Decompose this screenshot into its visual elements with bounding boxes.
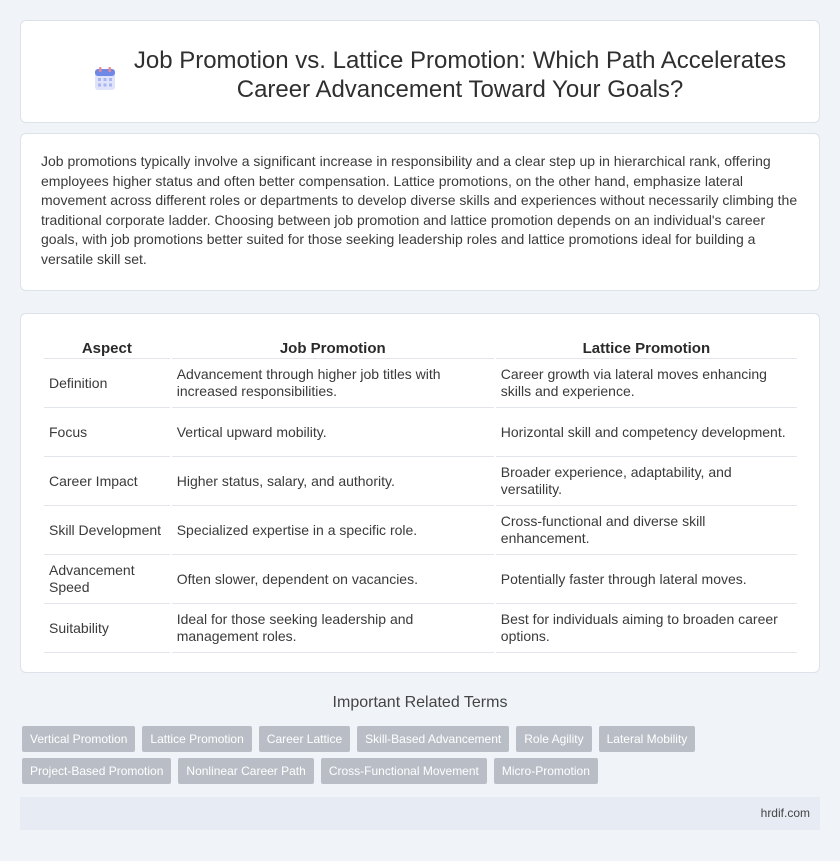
aspect-cell: Suitability bbox=[44, 604, 170, 653]
related-terms-title: Important Related Terms bbox=[332, 694, 508, 711]
job-promotion-cell: Higher status, salary, and authority. bbox=[172, 457, 494, 506]
page-title: Job Promotion vs. Lattice Promotion: Which Path Accelerates Career Advancement Toward Your Goals? bbox=[133, 47, 787, 103]
intro-card bbox=[20, 133, 820, 291]
job-promotion-cell: Ideal for those seeking leadership and management roles. bbox=[172, 604, 494, 653]
table-header-row bbox=[44, 334, 797, 359]
aspect-cell: Skill Development bbox=[44, 506, 170, 555]
job-promotion-cell: Vertical upward mobility. bbox=[172, 408, 494, 457]
calendar-icon bbox=[94, 67, 116, 91]
related-term-tag[interactable]: Vertical Promotion bbox=[22, 726, 135, 752]
comparison-card bbox=[20, 313, 820, 673]
footer bbox=[20, 797, 820, 830]
header-aspect: Aspect bbox=[44, 334, 170, 359]
related-term-tag[interactable]: Career Lattice bbox=[259, 726, 350, 752]
lattice-promotion-cell: Broader experience, adaptability, and versatility. bbox=[496, 457, 797, 506]
lattice-promotion-cell: Potentially faster through lateral moves. bbox=[496, 555, 797, 604]
footer-site-link[interactable]: hrdif.com bbox=[760, 806, 810, 820]
lattice-promotion-cell: Cross-functional and diverse skill enhancement. bbox=[496, 506, 797, 555]
comparison-table bbox=[42, 334, 799, 653]
table-row bbox=[44, 359, 797, 408]
job-promotion-cell: Advancement through higher job titles with increased responsibilities. bbox=[172, 359, 494, 408]
lattice-promotion-cell: Career growth via lateral moves enhancing skills and experience. bbox=[496, 359, 797, 408]
job-promotion-cell: Often slower, dependent on vacancies. bbox=[172, 555, 494, 604]
aspect-cell: Definition bbox=[44, 359, 170, 408]
aspect-cell: Focus bbox=[44, 408, 170, 457]
aspect-cell: Career Impact bbox=[44, 457, 170, 506]
table-row bbox=[44, 408, 797, 457]
table-row bbox=[44, 555, 797, 604]
related-term-tag[interactable]: Role Agility bbox=[516, 726, 591, 752]
header-lattice-promotion: Lattice Promotion bbox=[496, 334, 797, 359]
header-job-promotion: Job Promotion bbox=[172, 334, 494, 359]
aspect-cell: Advancement Speed bbox=[44, 555, 170, 604]
related-term-tag[interactable]: Lateral Mobility bbox=[599, 726, 696, 752]
related-term-tag[interactable]: Lattice Promotion bbox=[142, 726, 251, 752]
lattice-promotion-cell: Best for individuals aiming to broaden career options. bbox=[496, 604, 797, 653]
lattice-promotion-cell: Horizontal skill and competency development. bbox=[496, 408, 797, 457]
related-term-tag[interactable]: Project-Based Promotion bbox=[22, 758, 171, 784]
table-row bbox=[44, 506, 797, 555]
related-terms-list bbox=[22, 726, 812, 784]
table-row bbox=[44, 604, 797, 653]
intro-paragraph: Job promotions typically involve a significant increase in responsibility and a clear step up in hierarchical rank, offering employees higher status and often better compensation. Lattice promotions, on the other hand, emphasize lateral movement across different roles or departments to develop diverse skills and experiences without necessarily climbing the traditional corporate ladder. Choosing between job promotion and lattice promotion depends on an individual's career goals, with job promotions better suited for those seeking leadership roles and lattice promotions ideal for building a versatile skill set. bbox=[41, 153, 798, 267]
related-term-tag[interactable]: Cross-Functional Movement bbox=[321, 758, 487, 784]
job-promotion-cell: Specialized expertise in a specific role. bbox=[172, 506, 494, 555]
title-card bbox=[20, 20, 820, 123]
related-term-tag[interactable]: Micro-Promotion bbox=[494, 758, 598, 784]
related-term-tag[interactable]: Skill-Based Advancement bbox=[357, 726, 509, 752]
related-term-tag[interactable]: Nonlinear Career Path bbox=[178, 758, 313, 784]
table-row bbox=[44, 457, 797, 506]
